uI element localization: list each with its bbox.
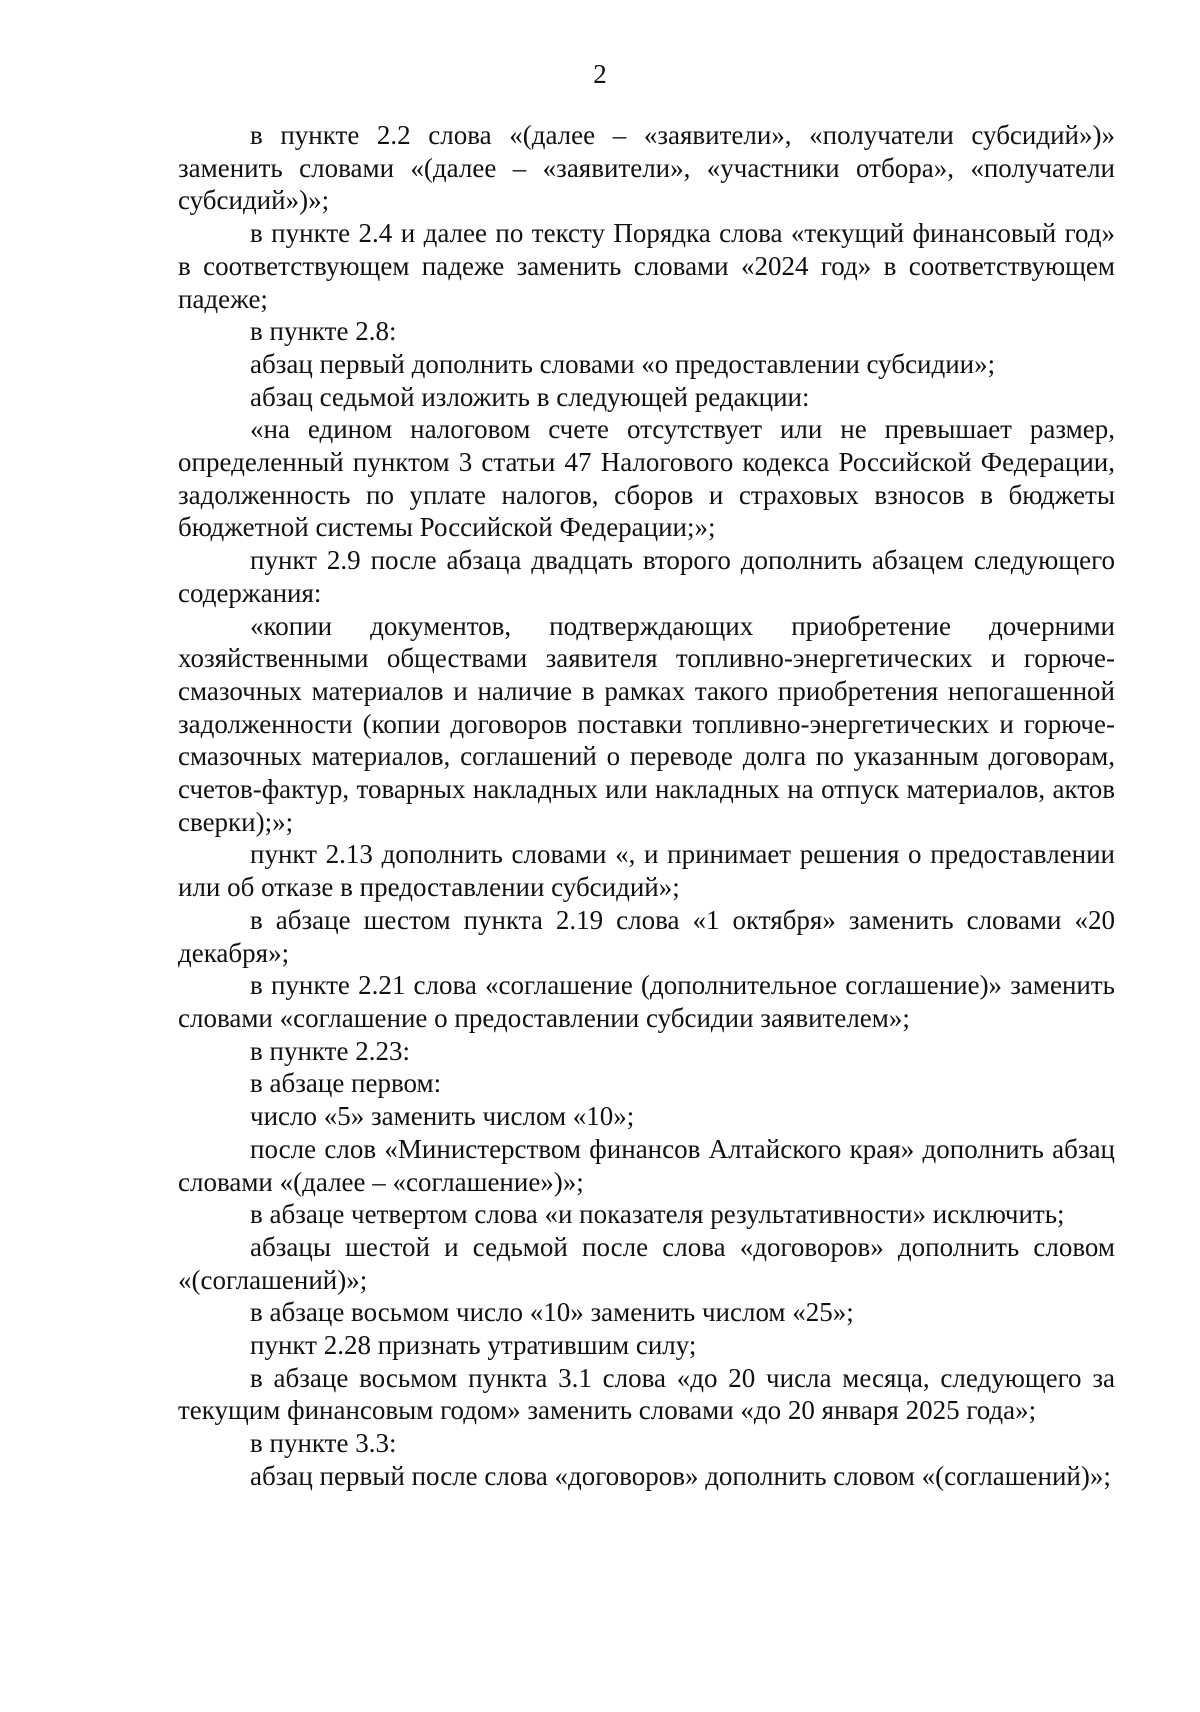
paragraph: «на едином налоговом счете отсутствует или не превышает размер, определенный пунктом 3 статьи 47 Налогового кодекса Российской Федерации, задолженность по уплате налогов, сборов и страховых взносов в бюджеты бюджетной системы Российской Федерации;»; [178,414,1115,543]
paragraph: абзац первый дополнить словами «о предоставлении субсидии»; [250,348,996,379]
paragraph: после слов «Министерством финансов Алтайского края» дополнить абзац словами «(далее – «соглашение»)»; [178,1133,1115,1197]
page-number: 2 [593,59,607,89]
paragraph: абзац первый после слова «договоров» дополнить словом «(соглашений)»; [250,1460,1111,1491]
paragraph: в пункте 2.2 слова «(далее – «заявители», «получатели субсидий»)» заменить словами «(далее – «заявители», «участники отбора», «получатели субсидий»)»; [178,120,1115,216]
paragraph: в абзаце четвертом слова «и показателя результативности» исключить; [250,1199,1065,1230]
paragraph: в пункте 2.23: [250,1035,410,1066]
paragraph: в пункте 2.4 и далее по тексту Порядка слова «текущий финансовый год» в соответствующем падеже заменить словами «2024 год» в соответствующем падеже; [178,218,1115,314]
paragraph: число «5» заменить числом «10»; [250,1101,635,1132]
paragraph: в пункте 2.21 слова «соглашение (дополнительное соглашение)» заменить словами «соглашение о предоставлении субсидии заявителем»; [178,970,1115,1033]
paragraph: пункт 2.13 дополнить словами «, и принимает решения о предоставлении или об отказе в предоставлении субсидий»; [178,839,1115,903]
paragraph: в пункте 3.3: [250,1428,397,1459]
paragraph: в абзаце шестом пункта 2.19 слова «1 октября» заменить словами «20 декабря»; [178,904,1115,968]
paragraph: абзац седьмой изложить в следующей редакции: [250,381,810,412]
paragraph: в пункте 2.8: [250,316,397,347]
paragraph: пункт 2.28 признать утратившим силу; [250,1330,697,1361]
paragraph: в абзаце восьмом число «10» заменить числом «25»; [250,1297,854,1328]
document-body [178,119,1115,1493]
paragraph: абзацы шестой и седьмой после слова «договоров» дополнить словом «(соглашений)»; [178,1231,1115,1295]
paragraph: пункт 2.9 после абзаца двадцать второго дополнить абзацем следующего содержания: [178,545,1115,608]
paragraph: в абзаце восьмом пункта 3.1 слова «до 20 числа месяца, следующего за текущим финансовым годом» заменить словами «до 20 января 2025 года»; [178,1362,1115,1426]
paragraph: «копии документов, подтверждающих приобретение дочерними хозяйственными обществами заявителя топливно-энергетических и горюче-смазочных материалов и наличие в рамках такого приобретения непогашенной задолженности (копии договоров поставки топливно-энергетических и горюче-смазочных материалов, соглашений о переводе долга по указанным договорам, счетов-фактур, товарных накладных или накладных на отпуск материалов, актов сверки);»; [178,610,1115,837]
paragraph: в абзаце первом: [250,1068,442,1099]
